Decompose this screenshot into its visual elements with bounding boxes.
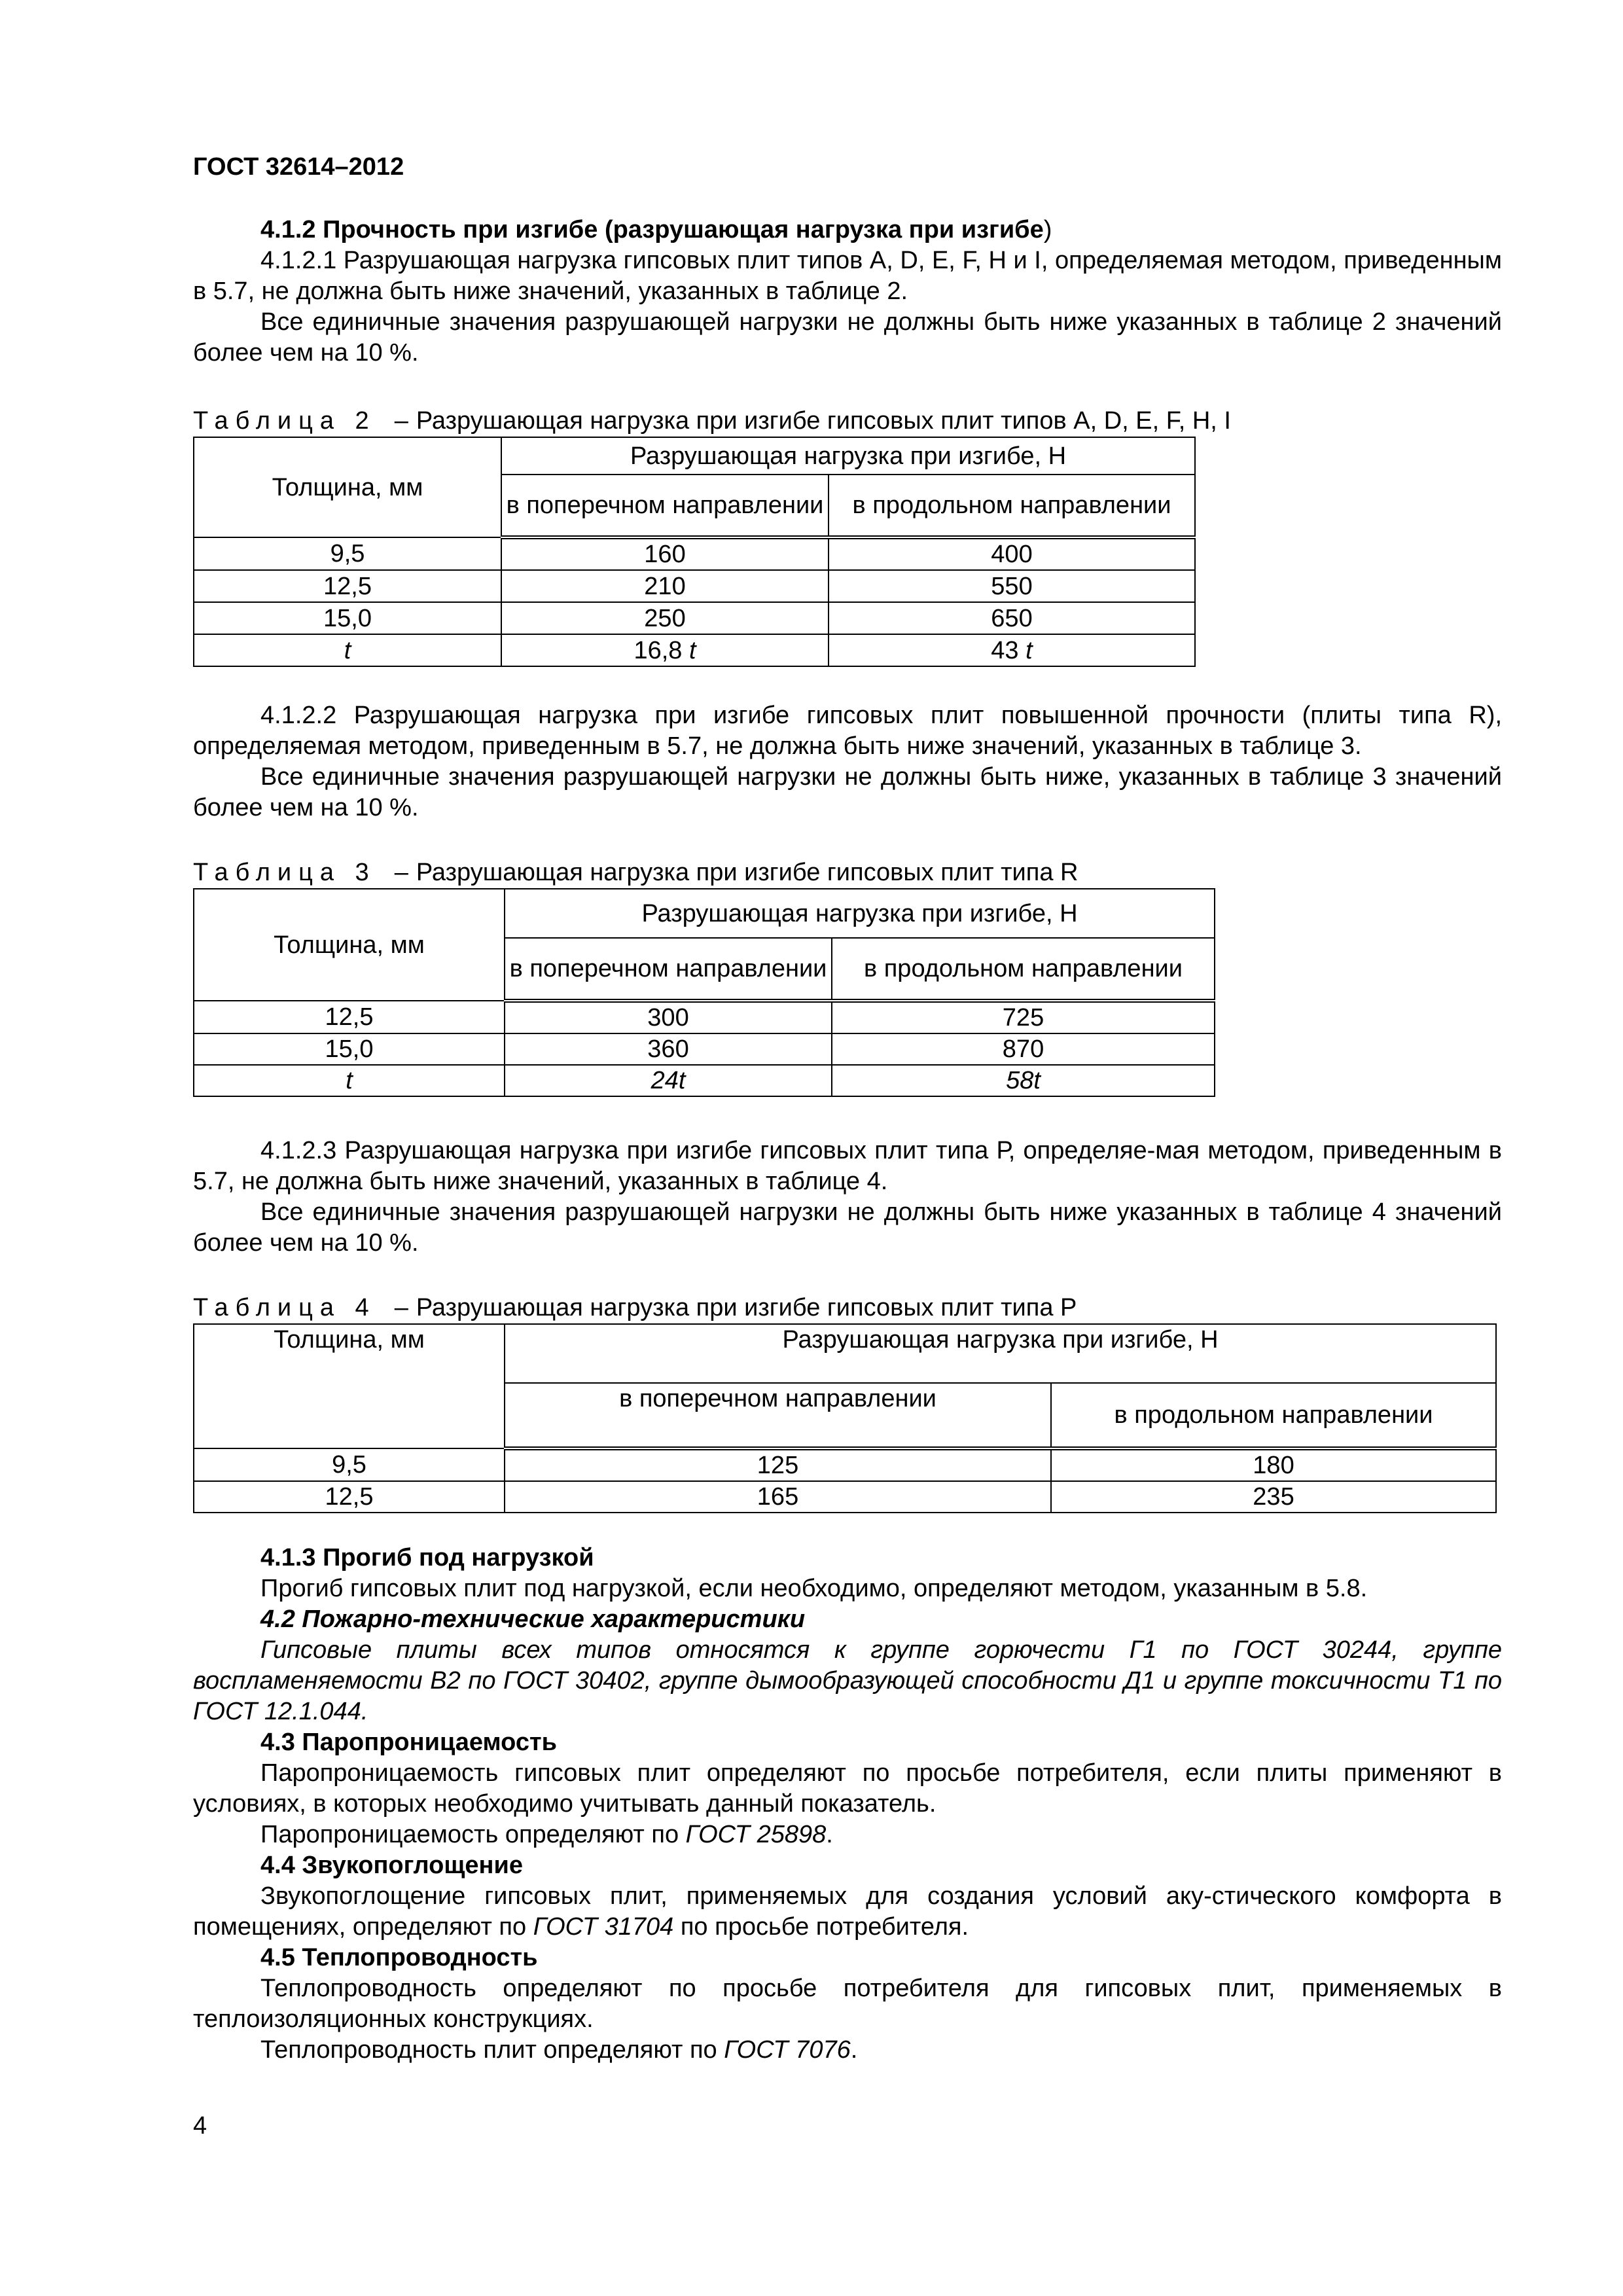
section-4-3-text: Паропроницаемость гипсовых плит определяют по просьбе потребителя, если плиты применяют в условиях, в которых необходимо учитывать данный показатель. <box>193 1759 1502 1818</box>
cell-thickness: 12,5 <box>194 570 501 602</box>
cell-longitudinal: 400 <box>829 537 1195 570</box>
text-run: по просьбе потребителя. <box>673 1913 969 1941</box>
cell-thickness: 15,0 <box>194 602 501 634</box>
section-4-3-ref <box>193 1820 1502 1850</box>
heading-number: 4.1.2 <box>260 216 316 243</box>
paragraph-4-1-2-2: 4.1.2.2 Разрушающая нагрузка при изгибе гипсовых плит повышенной прочности (плиты типа R), определяемая методом, приведенным в 5.7, не должна быть ниже значений, указанных в таблице 3. <box>193 702 1502 760</box>
caption-text: Разрушающая нагрузка при изгибе гипсовых плит типов A, D, E, F, H, I <box>416 407 1231 435</box>
col-group-header: Разрушающая нагрузка при изгибе, Н <box>505 1324 1496 1383</box>
table-2 <box>193 437 1196 667</box>
heading-close-paren: ) <box>1043 216 1052 243</box>
col-group-header: Разрушающая нагрузка при изгибе, Н <box>505 889 1215 938</box>
section-4-5-heading: 4.5 Теплопроводность <box>260 1944 538 1971</box>
cell-transverse: 300 <box>505 1001 832 1033</box>
table-4 <box>193 1323 1497 1513</box>
cell-thickness: t <box>194 634 501 666</box>
standard-reference: ГОСТ 31704 <box>533 1913 674 1941</box>
table-row <box>194 537 1195 570</box>
cell-longitudinal: 650 <box>829 602 1195 634</box>
cell-longitudinal <box>829 634 1195 666</box>
table-2-caption: Таблица 2 – Разрушающая нагрузка при изгибе гипсовых плит типов A, D, E, F, H, I <box>193 407 1231 435</box>
cell-transverse: 360 <box>505 1033 832 1065</box>
text-run: . <box>850 2036 858 2064</box>
coefficient: 43 <box>991 636 1019 664</box>
cell-transverse: 250 <box>501 602 829 634</box>
variable: t <box>1033 1067 1041 1094</box>
paragraph-4-1-2-1: 4.1.2.1 Разрушающая нагрузка гипсовых плит типов А, D, E, F, H и I, определяемая методом, приведенным в 5.7, не должна быть ниже значений, указанных в таблице 2. <box>193 247 1502 305</box>
cell-longitudinal: 180 <box>1051 1448 1496 1481</box>
sections-4-1-3-to-4-5 <box>193 1543 1502 2066</box>
paragraph-4-1-2-2-b: Все единичные значения разрушающей нагрузки не должны быть ниже, указанных в таблице 3 значений более чем на 10 %. <box>193 763 1502 821</box>
cell-transverse: 165 <box>505 1481 1051 1513</box>
caption-text: Разрушающая нагрузка при изгибе гипсовых плит типа Р <box>416 1294 1077 1321</box>
col-transverse-header: в поперечном направлении <box>505 1383 1051 1448</box>
caption-label: Таблица 2 <box>193 407 376 435</box>
table-row <box>194 1481 1496 1513</box>
variable: t <box>1026 636 1033 664</box>
text-run: Звукопоглощение гипсовых плит, применяемых для создания условий аку-стического комфорта в помещениях, определяют по <box>193 1882 1502 1941</box>
section-4-1-3-heading: 4.1.3 Прогиб под нагрузкой <box>260 1544 594 1571</box>
table-row <box>194 1033 1215 1065</box>
cell-longitudinal: 235 <box>1051 1481 1496 1513</box>
cell-thickness: 9,5 <box>194 537 501 570</box>
section-4-5-text: Теплопроводность определяют по просьбе потребителя для гипсовых плит, применяемых в теплоизоляционных конструкциях. <box>193 1975 1502 2033</box>
col-longitudinal-header: в продольном направлении <box>832 938 1215 1001</box>
cell-transverse <box>501 634 829 666</box>
cell-thickness: t <box>194 1065 505 1096</box>
table-row <box>194 570 1195 602</box>
cell-transverse: 160 <box>501 537 829 570</box>
section-4-2-text: Гипсовые плиты всех типов относятся к группе горючести Г1 по ГОСТ 30244, группе воспламеняемости В2 по ГОСТ 30402, группе дымообразующей способности Д1 и группе токсичности Т1 по ГОСТ 12.1.044. <box>193 1636 1502 1725</box>
section-4-1-2-heading <box>193 215 1502 245</box>
section-4-4-text <box>193 1881 1502 1943</box>
standard-reference: ГОСТ 7076 <box>724 2036 851 2064</box>
col-thickness-header: Толщина, мм <box>194 437 501 537</box>
table-row <box>194 602 1195 634</box>
col-group-header: Разрушающая нагрузка при изгибе, Н <box>501 437 1195 475</box>
col-longitudinal-header: в продольном направлении <box>1051 1383 1496 1448</box>
cell-thickness: 12,5 <box>194 1001 505 1033</box>
table-3 <box>193 888 1215 1097</box>
section-4-1-2-3 <box>193 1136 1502 1259</box>
table-row <box>194 1448 1496 1481</box>
section-4-1-2 <box>193 215 1502 368</box>
coefficient: 24 <box>651 1067 679 1094</box>
table-4-caption: Таблица 4 – Разрушающая нагрузка при изгибе гипсовых плит типа Р <box>193 1294 1077 1321</box>
table-row <box>194 634 1195 666</box>
cell-longitudinal <box>832 1065 1215 1096</box>
paragraph-4-1-2-3-b: Все единичные значения разрушающей нагрузки не должны быть ниже указанных в таблице 4 значений более чем на 10 %. <box>193 1198 1502 1257</box>
cell-transverse: 210 <box>501 570 829 602</box>
paragraph-4-1-2-3: 4.1.2.3 Разрушающая нагрузка при изгибе гипсовых плит типа Р, определяе-мая методом, приведенным в 5.7, не должна быть ниже значений, указанных в таблице 4. <box>193 1137 1502 1195</box>
paragraph-4-1-2-1-b: Все единичные значения разрушающей нагрузки не должны быть ниже указанных в таблице 2 значений более чем на 10 %. <box>193 308 1502 367</box>
caption-label: Таблица 4 <box>193 1294 376 1321</box>
text-run: Теплопроводность плит определяют по <box>260 2036 724 2064</box>
cell-longitudinal: 550 <box>829 570 1195 602</box>
cell-thickness: 9,5 <box>194 1448 505 1481</box>
cell-transverse <box>505 1065 832 1096</box>
section-4-5-ref <box>193 2035 1502 2066</box>
section-4-4-heading: 4.4 Звукопоглощение <box>260 1852 524 1879</box>
heading-title: Прочность при изгибе (разрушающая нагрузка при изгибе <box>323 216 1044 243</box>
caption-text: Разрушающая нагрузка при изгибе гипсовых плит типа R <box>416 859 1079 886</box>
coefficient: 16,8 <box>633 636 683 664</box>
col-longitudinal-header: в продольном направлении <box>829 475 1195 537</box>
table-row <box>194 1001 1215 1033</box>
cell-transverse: 125 <box>505 1448 1051 1481</box>
cell-thickness: 15,0 <box>194 1033 505 1065</box>
cell-thickness: 12,5 <box>194 1481 505 1513</box>
coefficient: 58 <box>1006 1067 1034 1094</box>
section-4-1-3-text: Прогиб гипсовых плит под нагрузкой, если необходимо, определяют методом, указанным в 5.8. <box>260 1575 1368 1602</box>
cell-longitudinal: 725 <box>832 1001 1215 1033</box>
variable: t <box>678 1067 686 1094</box>
standard-reference: ГОСТ 25898 <box>685 1821 827 1848</box>
caption-label: Таблица 3 <box>193 859 376 886</box>
text-run: Паропроницаемость определяют по <box>260 1821 686 1848</box>
col-transverse-header: в поперечном направлении <box>501 475 829 537</box>
doc-code-header: ГОСТ 32614–2012 <box>193 153 404 181</box>
table-row <box>194 1065 1215 1096</box>
col-thickness-header: Толщина, мм <box>194 889 505 1001</box>
section-4-2-heading: 4.2 Пожарно-технические характеристики <box>260 1605 806 1633</box>
cell-longitudinal: 870 <box>832 1033 1215 1065</box>
page-number: 4 <box>193 2112 207 2140</box>
col-thickness-header: Толщина, мм <box>194 1324 505 1448</box>
col-transverse-header: в поперечном направлении <box>505 938 832 1001</box>
text-run: . <box>826 1821 833 1848</box>
section-4-1-2-2 <box>193 700 1502 823</box>
table-3-caption: Таблица 3 – Разрушающая нагрузка при изгибе гипсовых плит типа R <box>193 859 1079 886</box>
variable: t <box>688 636 696 664</box>
section-4-3-heading: 4.3 Паропроницаемость <box>260 1729 557 1756</box>
